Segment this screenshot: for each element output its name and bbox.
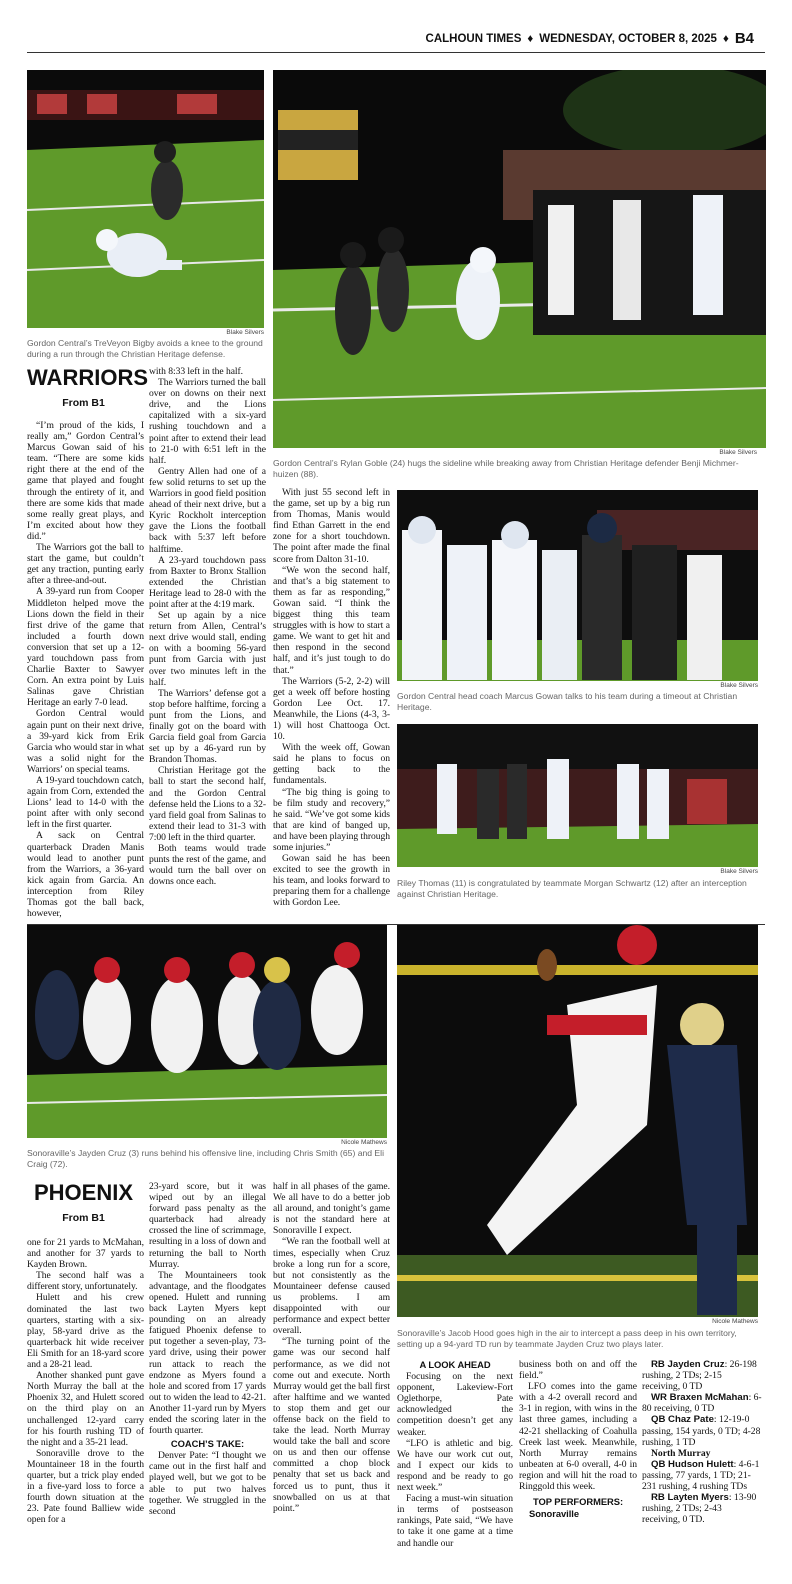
paragraph: Set up again by a nice return from Allen, Central’s next drive would stall, ending on with a booming 56-yard punt from Garcia with just over two minutes left in the half. [149,610,266,688]
header-separator: ♦ [722,32,729,45]
paragraph: The Warriors turned the ball over on downs on their next drive, and the Lions capitalized with a six-yard rushing touchdown and a point after to extend their lead to 21-0 with 6:51 left in the half. [149,377,266,466]
performer-line [642,1414,762,1447]
paragraph: The Warriors’ defense got a stop before halftime, forcing a punt from the Lions, and finally got on the board with Garcia field goal from Garcia set up by a 46-yard run by Brandon Thomas. [149,687,266,766]
performer-line [642,1459,762,1492]
photo-credit: Nicole Mathews [341,1139,387,1146]
paragraph: with 8:33 left in the half. [149,366,244,377]
photo-caption: Gordon Central’s TreVeyon Bigby avoids a knee to the ground during a run through the Christian Heritage defense. [27,338,263,359]
paragraph: A sack on Central quarterback Draden Manis would lead to another punt from the Warriors, a 36-yard kick again from Garcia. An interception from Riley Thomas got the ball back, however, [27,830,144,920]
top-performers-heading: TOP PERFORMERS: [532,1496,624,1508]
photo-caption: Sonoraville’s Jacob Hood goes high in the air to intercept a pass deep in his own territory, setting up a 94-yard TD run by teammate Jayden Cruz two plays later. [397,1328,737,1349]
warriors-column-3 [273,487,390,909]
photo-credit: Nicole Mathews [712,1318,758,1325]
phoenix-column-5 [519,1359,637,1520]
paragraph: “LFO is athletic and big. We have our work cut out, and I expect our kids to respond and be ready to go next week.” [397,1437,513,1494]
paragraph: LFO comes into the game with a 4-2 overall record and 3-1 in region, with wins in the last three games, including a 42-21 shellacking of Coahulla Creek last week. Meanwhile, North Murray remains unbeaten at 6-0 overall, 4-0 in region and will hit the road to Ringgold this week. [519,1381,637,1493]
header-rule [27,52,765,53]
paragraph: The Mountaineers took advantage, and the floodgates opened. Hulett and running back Layten Myers kept pounding on an already fatigued Phoenix defense to put together a seven-play, 73-yard drive, using their power run attack to reach the endzone as Myers found a hole and scored from 17 yards out to widen the lead to 42-21. Another 11-yard run by Myers ended the scoring later in the fourth quarter. [149,1269,266,1437]
story-jump: From B1 [62,397,105,409]
paragraph: Gordon Central would again punt on their next drive, a 39-yard kick from Erik Garcia who would star in what was a solid night for the Warriors’ on special teams. [27,708,144,775]
photo-caption: Sonoraville’s Jayden Cruz (3) runs behind his offensive line, including Chris Smith (65) and Eli Craig (72). [27,1148,384,1169]
story-jump: From B1 [62,1212,105,1224]
photo-goble-sideline [273,70,766,448]
page-header [426,30,754,47]
photo-cruz-run [27,925,387,1138]
paragraph: “We ran the football well at times, especially when Cruz broke a long run for a score, but not consistently as the Mountaineer defense caused us problems. I am disappointed with our performance and expect better overall. [273,1236,390,1337]
paragraph: Focusing on the next opponent, Lakeview-Fort Oglethorpe, Pate acknowledged the competition doesn’t get any weaker. [397,1371,513,1438]
paragraph: Gowan said he has been excited to see the growth in his team, and looks forward to preparing them for a challenge with Gordon Lee. [273,853,390,909]
performer-name: WR Braxen McMahan [651,1392,749,1404]
paragraph: Another shanked punt gave North Murray the ball at the Phoenix 32, and Hulett scored on the third play on an unchallenged 12-yard carry for his fourth rushing TD of the night and a 35-21 lead. [27,1370,144,1448]
paragraph: With the week off, Gowan said he plans to focus on getting back to the fundamentals. [273,742,390,787]
photo-caption: Gordon Central’s Rylan Goble (24) hugs the sideline while breaking away from Christian Heritage defender Benji Michmer-huizen (88). [273,458,739,479]
paragraph: business both on and off the field.” [519,1359,637,1382]
story-headline: WARRIORS [27,365,148,390]
paragraph: Both teams would trade punts the rest of the game, and would turn the ball over on downs once each. [149,843,266,888]
warriors-column-2 [149,366,266,887]
warriors-column-1 [27,420,144,919]
page-number: B4 [734,30,754,47]
top-performers-list [642,1359,762,1525]
phoenix-column-3 [273,1181,390,1514]
coach-take-heading: COACH’S TAKE: [170,1438,245,1450]
photo-coach-timeout [397,490,758,681]
paragraph: The Warriors (5-2, 2-2) will get a week off before hosting Gordon Lee Oct. 17. Meanwhile, the Lions (4-3, 3-1) will host Chattooga Oct. 10. [273,675,390,743]
team-name: Sonoraville [529,1508,579,1520]
issue-date: WEDNESDAY, OCTOBER 8, 2025 [539,32,717,45]
paragraph: The Warriors got the ball to start the game, but couldn’t get any traction, punting early after a three-and-out. [27,542,144,587]
phoenix-column-4 [397,1357,513,1549]
photo-credit: Blake Silvers [719,449,757,456]
photo-credit: Blake Silvers [720,682,758,689]
photo-caption: Gordon Central head coach Marcus Gowan talks to his team during a timeout at Christian Heritage. [397,691,738,712]
paragraph: “The turning point of the game was our second half performance, as we did not come out and execute. North Murray would get the ball first after halftime and we wanted to stop them and get our offense back on the field to take the lead. North Murray would take the ball and score on us and then our offense committed a chop block penalty that set us back and forced us to punt, thus it snowballed on us at that point.” [273,1336,390,1514]
performer-stats: : 6-80 receiving, 0 TD [642,1392,762,1415]
paragraph: 23-yard score, but it was wiped out by an illegal forward pass penalty as the quarterback had already crossed the line of scrimmage, resulting in a loss of down and returning the ball to North Murray. [149,1181,266,1270]
paragraph: A 23-yard touchdown pass from Baxter to Bronx Stallion extended the Christian Heritage lead to 28-0 with the point after at the 4:19 mark. [149,554,266,610]
paragraph: “The big thing is going to be film study and recovery,” he said. “We’ve got some kids that are kind of banged up, and have been playing through some injuries.” [273,786,390,853]
look-ahead-heading: A LOOK AHEAD [419,1359,491,1370]
paragraph: Sonoraville drove to the Mountaineer 18 in the fourth quarter, but a trick play ended in a five-yard loss to force a fourth down situation at the 23. Pate found Balliew wide open for a [27,1447,144,1526]
photo-thomas-interception [397,724,758,867]
paragraph: A 19-yard touchdown catch, again from Corn, extended the Lions’ lead to 14-0 with the point after with only second left in the first quarter. [27,775,144,831]
photo-credit: Blake Silvers [720,868,758,875]
photo-bigby-run [27,70,264,328]
photo-caption: Riley Thomas (11) is congratulated by teammate Morgan Schwartz (12) after an interception against Christian Heritage. [397,878,747,899]
paragraph: “I’m proud of the kids, I really am,” Gordon Central’s Marcus Gowan said of his team. “There are some kids right there at the end of the game that played and fought through the entirety of it, and there are some kids that made some really great plays, and I’m excited about how they did.” [27,420,144,542]
performer-line [642,1492,762,1525]
paragraph: The second half was a different story, unfortunately. [27,1270,144,1293]
team-name: North Murray [651,1447,711,1459]
paragraph: Gentry Allen had one of a few solid returns to set up the Warriors in good field position ahead of their next drive, but a Kyric Rockholt interception gave the Lions the football back with 5:37 left before halftime. [149,465,266,555]
header-separator: ♦ [527,32,534,45]
performer-stats: : 26-198 rushing, 2 TDs; 2-15 receiving, 0 TD [642,1359,757,1393]
paragraph: Christian Heritage got the ball to start the second half, and the Gordon Central defense held the Lions to a 32-yard field goal from Salinas to extend their lead to 31-3 with 7:00 left in the third quarter. [149,765,266,843]
paragraph: Denver Pate: “I thought we came out in the first half and played well, but we got to be able to put two halves together. We struggled in the second [149,1450,266,1517]
photo-credit: Blake Silvers [226,329,264,336]
performer-name: QB Hudson Hulett [651,1458,734,1470]
performer-stats: : 4-6-1 passing, 77 yards, 1 TD; 21-231 rushing, 4 rushing TDs [642,1458,760,1493]
performer-name: RB Jayden Cruz [651,1359,725,1370]
paragraph: Hulett and his crew dominated the last two quarters, starting with a six-play, 58-yard drive as the quarterback hit wide receiver Eli Smith for an 18-yard score and a 28-21 lead. [27,1292,144,1371]
performer-name: RB Layten Myers [651,1492,729,1504]
paragraph: “We won the second half, and that’s a big statement to them as far as responding,” Gowan said. “I think the biggest thing this team struggles with is how to start a game. We want to get hit and then respond in the second half, and it’s just tough to do that.” [273,564,390,676]
performer-stats: : 13-90 rushing, 2 TDs; 2-43 receiving, 0 TD. [642,1492,757,1526]
phoenix-column-2 [149,1181,266,1517]
performer-line [642,1359,762,1392]
paragraph: A 39-yard run from Cooper Middleton helped move the Lions down the field in their first drive of the game that included a fourth down conversion that set up a 12-yard touchdown pass from Charlie Baxter to Sawyer Corn. An extra point by Luis Salinas gave Christian Heritage an early 7-0 lead. [27,586,144,709]
performer-line [642,1392,762,1414]
performer-name: QB Chaz Pate [651,1414,714,1426]
story-headline: PHOENIX [33,1180,134,1205]
photo-hood-interception [397,925,758,1317]
paragraph: one for 21 yards to McMahan, and another for 37 yards to Kayden Brown. [27,1237,144,1271]
paragraph: Facing a must-win situation in terms of postseason rankings, Pate said, “We have to take it one game at a time and handle our [397,1493,513,1549]
paper-name: CALHOUN TIMES [425,32,522,45]
paragraph: With just 55 second left in the game, set up by a big run from Thomas, Manis would find Ethan Garrett in the end zone for a short touchdown. The point after made the final score from Dalton 31-10. [273,487,390,565]
phoenix-column-1 [27,1237,144,1525]
performer-stats: : 12-19-0 passing, 154 yards, 0 TD; 4-28 rushing, 1 TD [642,1414,761,1448]
paragraph: half in all phases of the game. We all have to do a better job all around, and tonight’s game is not the standard here at Sonoraville I expect. [273,1181,390,1237]
